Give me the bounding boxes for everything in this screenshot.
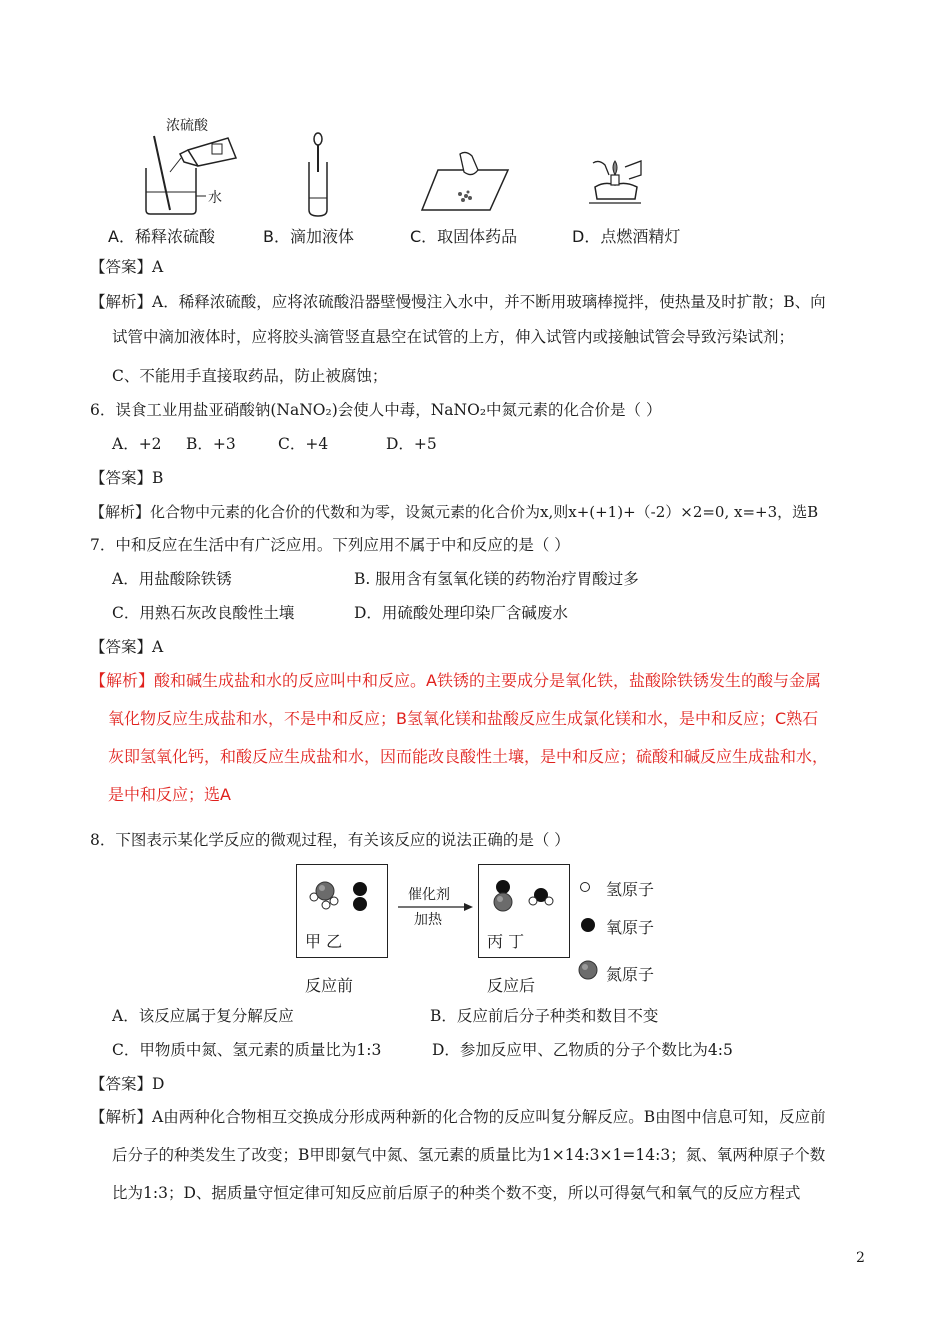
q5-analysis-line-2: 试管中滴加液体时，应将胶头滴管竖直悬空在试管的上方，伸入试管内或接触试管会导致污染试剂；	[112, 328, 795, 346]
q6-answer: 【答案】B	[90, 469, 164, 487]
q7-analysis-line-4: 是中和反应；选A	[108, 785, 231, 804]
figure-d-caption: D．点燃酒精灯	[572, 227, 681, 246]
arrow-condition-catalyst: 催化剂	[408, 887, 450, 903]
q8-analysis-line-1: 【解析】A由两种化合物相互交换成分形成两种新的化合物的反应叫复分解反应。B由图中信息可知，反应前	[90, 1108, 826, 1126]
q8-analysis-line-2: 后分子的种类发生了改变；B甲即氨气中氮、氢元素的质量比为1×14:3×1=14:3；氮、氧两种原子个数	[112, 1146, 826, 1164]
q6-analysis: 【解析】化合物中元素的化合价的代数和为零，设氮元素的化合价为x,则x+(+1)+（-2）×2=0, x=+3，选B	[90, 503, 819, 521]
q7-question: 7．中和反应在生活中有广泛应用。下列应用不属于中和反应的是（ ）	[90, 536, 570, 554]
figure-a-acid-label: 浓硫酸	[166, 118, 208, 134]
q6-option-b: B．+3	[186, 435, 236, 453]
q6-option-d: D．+5	[386, 435, 437, 453]
legend-hydrogen-label: 氢原子	[606, 880, 655, 899]
q7-option-b: B. 服用含有氢氧化镁的药物治疗胃酸过多	[354, 570, 639, 588]
reactant-molecules	[307, 877, 377, 922]
legend-oxygen-icon	[580, 917, 596, 933]
q8-option-c: C．甲物质中氮、氢元素的质量比为1:3	[112, 1041, 382, 1059]
products-box	[478, 864, 570, 958]
q7-option-a: A．用盐酸除铁锈	[112, 570, 232, 588]
legend-oxygen-label: 氧原子	[606, 918, 655, 937]
legend-nitrogen-label: 氮原子	[606, 965, 655, 984]
q6-question: 6．误食工业用盐亚硝酸钠(NaNO₂)会使人中毒，NaNO₂中氮元素的化合价是（ ）	[90, 401, 662, 419]
q8-analysis-line-3: 比为1:3；D、据质量守恒定律可知反应前后原子的种类个数不变，所以可得氨气和氧气的反应方程式	[112, 1184, 801, 1202]
legend-hydrogen-icon	[578, 880, 592, 894]
figure-c-caption: C．取固体药品	[410, 227, 518, 246]
page-number: 2	[856, 1250, 865, 1266]
q7-option-c: C．用熟石灰改良酸性土壤	[112, 604, 295, 622]
q8-option-b: B．反应前后分子种类和数目不变	[430, 1007, 659, 1025]
q8-answer: 【答案】D	[90, 1075, 165, 1093]
q6-option-a: A．+2	[112, 435, 162, 453]
q7-analysis-line-2: 氧化物反应生成盐和水，不是中和反应；B氢氧化镁和盐酸反应生成氯化镁和水，是中和反应；C熟石	[108, 709, 819, 728]
before-reaction-label: 反应前	[305, 976, 354, 995]
q5-answer: 【答案】A	[90, 258, 164, 276]
reactants-box	[296, 864, 388, 958]
q6-option-c: C．+4	[278, 435, 329, 453]
q7-analysis-line-3: 灰即氢氧化钙，和酸反应生成盐和水，因而能改良酸性土壤，是中和反应；硫酸和碱反应生成盐和水，	[108, 747, 829, 766]
figure-b-dropper-illustration	[303, 132, 333, 217]
q8-option-d: D．参加反应甲、乙物质的分子个数比为4:5	[432, 1041, 733, 1059]
figure-a-dilution-illustration	[140, 130, 240, 215]
figure-a-water-label: 水	[208, 190, 222, 206]
q5-analysis-line-1: 【解析】A．稀释浓硫酸，应将浓硫酸沿器壁慢慢注入水中，并不断用玻璃棒搅拌，使热量及时扩散；B、向	[90, 293, 826, 311]
figure-a-caption: A．稀释浓硫酸	[108, 227, 215, 246]
q7-analysis-line-1: 【解析】酸和碱生成盐和水的反应叫中和反应。A铁锈的主要成分是氧化铁，盐酸除铁锈发生的酸与金属	[90, 671, 821, 690]
figure-d-lamp-illustration	[585, 157, 645, 212]
q7-option-d: D．用硫酸处理印染厂含碱废水	[354, 604, 568, 622]
reactants-labels: 甲 乙	[305, 932, 343, 951]
q8-question: 8．下图表示某化学反应的微观过程，有关该反应的说法正确的是（ ）	[90, 831, 570, 849]
arrow-condition-heat: 加热	[414, 912, 442, 928]
figure-c-solid-illustration	[420, 150, 510, 212]
figure-b-caption: B．滴加液体	[263, 227, 354, 246]
legend-nitrogen-icon	[578, 960, 598, 980]
q8-option-a: A．该反应属于复分解反应	[112, 1007, 294, 1025]
after-reaction-label: 反应后	[487, 976, 536, 995]
q7-answer: 【答案】A	[90, 638, 164, 656]
products-labels: 丙 丁	[487, 932, 525, 951]
q5-analysis-line-3: C、不能用手直接取药品，防止被腐蚀；	[112, 367, 388, 385]
product-molecules	[487, 875, 561, 923]
